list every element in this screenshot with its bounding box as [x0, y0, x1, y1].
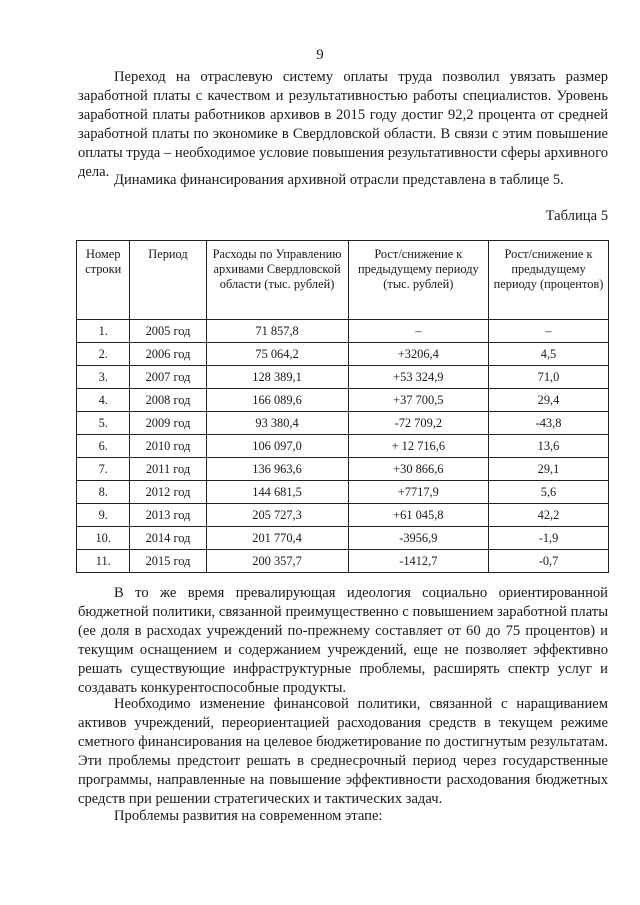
cell-change-absolute: -3956,9 [348, 527, 488, 550]
paragraph-financial-policy-change: Необходимо изменение финансовой политики, связанной с наращиванием активов учреждений, переориентацией расходования средств в текущем режиме сметного финансирования на целевое бюджетирование по достигнутым результатам. Эти проблемы предстоит решать в среднесрочный период через государственные программы, направленные на повышение эффективности расходования бюджетных средств при решении стратегических и тактических задач. [78, 696, 608, 807]
table-row [77, 320, 609, 343]
cell-change-percent: 5,6 [489, 481, 609, 504]
cell-period: 2007 год [130, 366, 206, 389]
cell-change-absolute: – [348, 320, 488, 343]
cell-period: 2013 год [130, 504, 206, 527]
cell-expenses: 128 389,1 [206, 366, 348, 389]
cell-change-absolute: +7717,9 [348, 481, 488, 504]
header-row-number: Номер строки [77, 241, 130, 320]
cell-change-percent: -0,7 [489, 550, 609, 573]
cell-expenses: 201 770,4 [206, 527, 348, 550]
cell-period: 2009 год [130, 412, 206, 435]
cell-expenses: 144 681,5 [206, 481, 348, 504]
cell-change-percent: 42,2 [489, 504, 609, 527]
table-caption: Таблица 5 [545, 208, 608, 224]
table-row [77, 435, 609, 458]
cell-change-absolute: +30 866,6 [348, 458, 488, 481]
cell-change-percent: -1,9 [489, 527, 609, 550]
cell-change-percent: 29,1 [489, 458, 609, 481]
cell-expenses: 106 097,0 [206, 435, 348, 458]
cell-change-absolute: +37 700,5 [348, 389, 488, 412]
cell-period: 2005 год [130, 320, 206, 343]
paragraph-financing-intro: Динамика финансирования архивной отрасли представлена в таблице 5. [114, 172, 564, 188]
paragraph-salary-system: Переход на отраслевую систему оплаты труда позволил увязать размер заработной платы с качеством и результативностью работы специалистов. Уровень заработной платы работников архивов в 2015 году достиг 92,2 процента от средней заработной платы по экономике в Свердловской области. В связи с этим повышение оплаты труда – необходимое условие повышения результативности сферы архивного дела. [78, 69, 608, 180]
cell-expenses: 93 380,4 [206, 412, 348, 435]
cell-row-number: 5. [77, 412, 130, 435]
cell-change-absolute: +53 324,9 [348, 366, 488, 389]
table-row [77, 366, 609, 389]
table-body [77, 320, 609, 573]
cell-expenses: 166 089,6 [206, 389, 348, 412]
page-number: 9 [316, 47, 324, 63]
cell-expenses: 205 727,3 [206, 504, 348, 527]
header-change-percent: Рост/снижение к предыдущему периоду (процентов) [489, 241, 609, 320]
cell-change-absolute: -72 709,2 [348, 412, 488, 435]
cell-expenses: 200 357,7 [206, 550, 348, 573]
header-change-absolute: Рост/снижение к предыдущему периоду (тыс. рублей) [348, 241, 488, 320]
cell-period: 2011 год [130, 458, 206, 481]
cell-change-percent: 13,6 [489, 435, 609, 458]
cell-row-number: 1. [77, 320, 130, 343]
cell-change-absolute: + 12 716,6 [348, 435, 488, 458]
cell-expenses: 71 857,8 [206, 320, 348, 343]
cell-expenses: 136 963,6 [206, 458, 348, 481]
table-header-row [77, 241, 609, 320]
cell-row-number: 2. [77, 343, 130, 366]
table-row [77, 389, 609, 412]
cell-period: 2008 год [130, 389, 206, 412]
cell-row-number: 11. [77, 550, 130, 573]
cell-change-percent: 71,0 [489, 366, 609, 389]
table-row [77, 481, 609, 504]
table-row [77, 412, 609, 435]
financing-table [76, 240, 609, 573]
cell-period: 2015 год [130, 550, 206, 573]
cell-row-number: 3. [77, 366, 130, 389]
table-row [77, 550, 609, 573]
cell-period: 2014 год [130, 527, 206, 550]
cell-change-percent: – [489, 320, 609, 343]
cell-row-number: 8. [77, 481, 130, 504]
cell-period: 2012 год [130, 481, 206, 504]
paragraph-development-problems: Проблемы развития на современном этапе: [114, 808, 383, 824]
table-row [77, 458, 609, 481]
cell-period: 2006 год [130, 343, 206, 366]
cell-change-percent: 4,5 [489, 343, 609, 366]
cell-change-percent: -43,8 [489, 412, 609, 435]
table-row [77, 343, 609, 366]
cell-row-number: 10. [77, 527, 130, 550]
paragraph-budget-policy: В то же время превалирующая идеология социально ориентированной бюджетной политики, связанной преимущественно с повышением заработной платы (ее доля в расходах учреждений по-прежнему составляет от 60 до 75 процентов) и текущим оснащением и содержанием учреждений, еще не позволяет эффективно решать существующие инфраструктурные проблемы, расширять спектр услуг и создавать конкурентоспособные продукты. [78, 585, 608, 696]
cell-period: 2010 год [130, 435, 206, 458]
header-expenses: Расходы по Управлению архивами Свердловской области (тыс. рублей) [206, 241, 348, 320]
cell-expenses: 75 064,2 [206, 343, 348, 366]
cell-row-number: 4. [77, 389, 130, 412]
cell-change-absolute: +3206,4 [348, 343, 488, 366]
cell-change-absolute: -1412,7 [348, 550, 488, 573]
cell-change-absolute: +61 045,8 [348, 504, 488, 527]
table-row [77, 504, 609, 527]
cell-row-number: 9. [77, 504, 130, 527]
header-period: Период [130, 241, 206, 320]
table-row [77, 527, 609, 550]
cell-row-number: 6. [77, 435, 130, 458]
cell-row-number: 7. [77, 458, 130, 481]
cell-change-percent: 29,4 [489, 389, 609, 412]
